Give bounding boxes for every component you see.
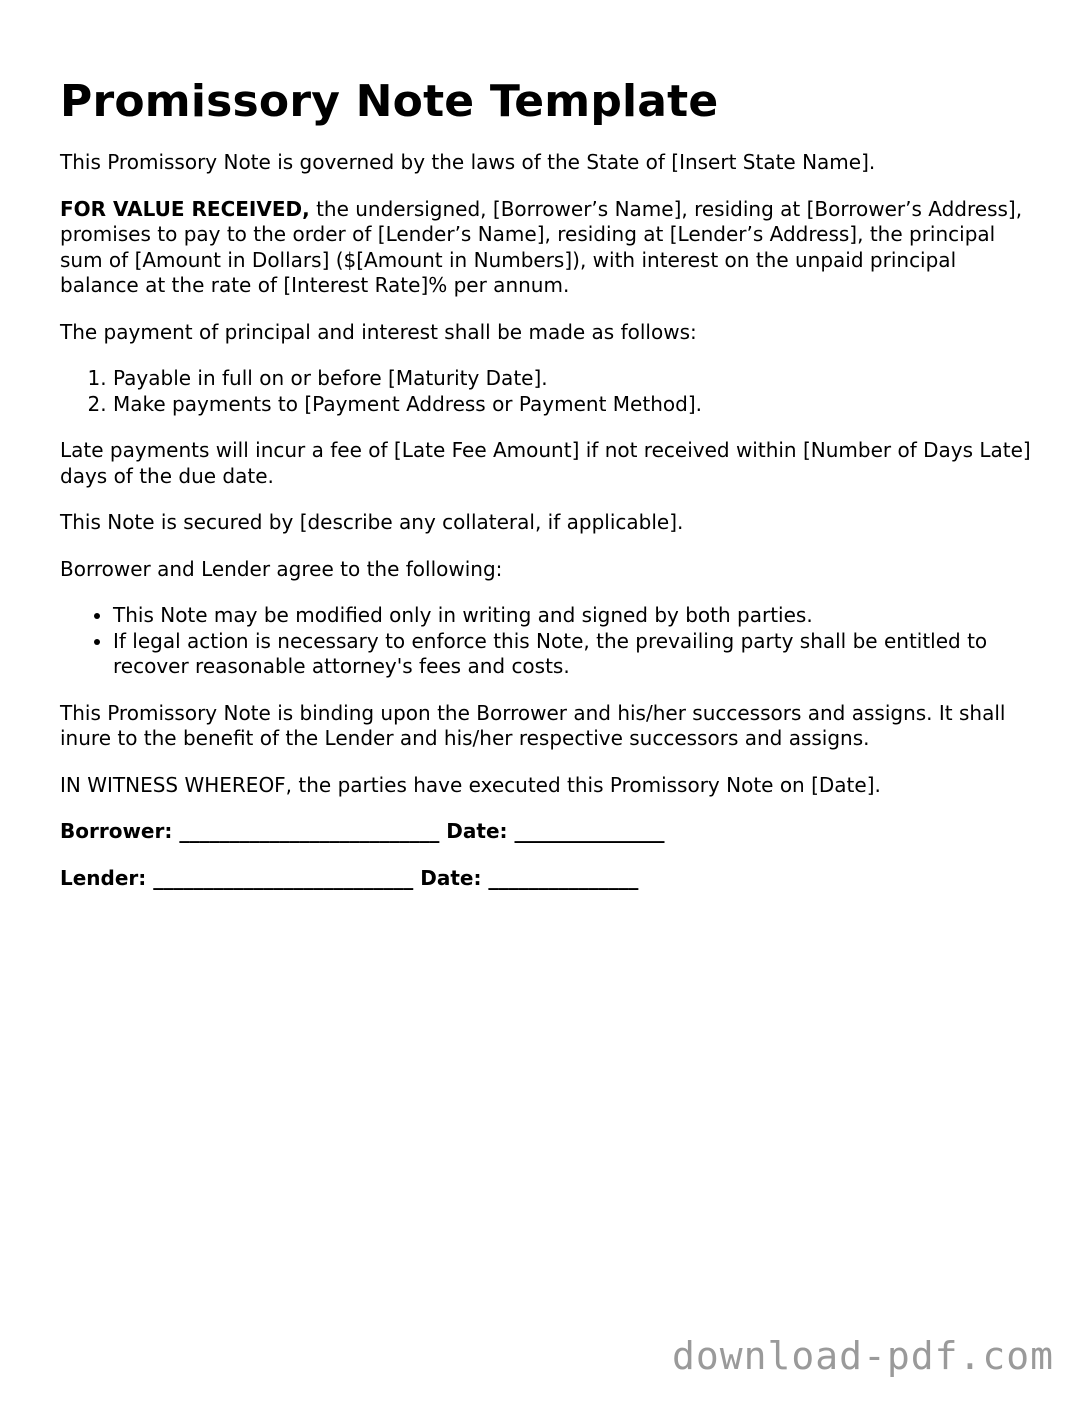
late-payments-paragraph: Late payments will incur a fee of [Late Fee Amount] if not received within [Number of Days Late] days of the due date.: [60, 438, 1031, 488]
governing-law-paragraph: This Promissory Note is governed by the laws of the State of [Insert State Name].: [60, 150, 876, 174]
agreement-term-item: • If legal action is necessary to enforce this Note, the prevailing party shall be entitled to recover reasonable attorney's fees and costs.: [113, 629, 1035, 680]
agreement-terms-list: [60, 603, 1035, 680]
payment-term-item: 1. Payable in full on or before [Maturity Date].: [113, 366, 1035, 392]
payment-term-item: 2. Make payments to [Payment Address or Payment Method].: [113, 392, 1035, 418]
witness-paragraph: IN WITNESS WHEREOF, the parties have executed this Promissory Note on [Date].: [60, 772, 881, 797]
security-paragraph: This Note is secured by [describe any collateral, if applicable].: [60, 510, 684, 534]
document-page: [60, 74, 1035, 912]
lender-signature-line: Lender: __________________________ Date: _______________: [60, 865, 639, 890]
borrower-signature-line: Borrower: __________________________ Date: _______________: [60, 819, 665, 843]
value-received-text: the undersigned, [Borrower’s Name], residing at [Borrower’s Address], promises to pay to the order of [Lender’s Name], residing at [Lender’s Address], the principal sum of [Amount in Dollars] ($[Amount in Numbers]), with interest on the unpaid principal balance at the rate of [Interest Rate]% per annum.: [60, 196, 1023, 297]
agreement-intro-paragraph: Borrower and Lender agree to the following:: [60, 556, 503, 581]
value-received-paragraph: [60, 197, 1035, 299]
value-received-lead: FOR VALUE RECEIVED,: [60, 196, 310, 221]
payment-terms-list: [60, 366, 1035, 417]
binding-paragraph: This Promissory Note is binding upon the Borrower and his/her successors and assigns. It shall inure to the benefit of the Lender and his/her respective successors and assigns.: [60, 700, 1006, 750]
agreement-term-item: • This Note may be modified only in writing and signed by both parties.: [113, 603, 1035, 629]
document-title: Promissory Note Template: [60, 76, 719, 127]
payment-intro-paragraph: The payment of principal and interest shall be made as follows:: [60, 319, 697, 344]
watermark-text: download-pdf.com: [671, 1334, 1054, 1378]
